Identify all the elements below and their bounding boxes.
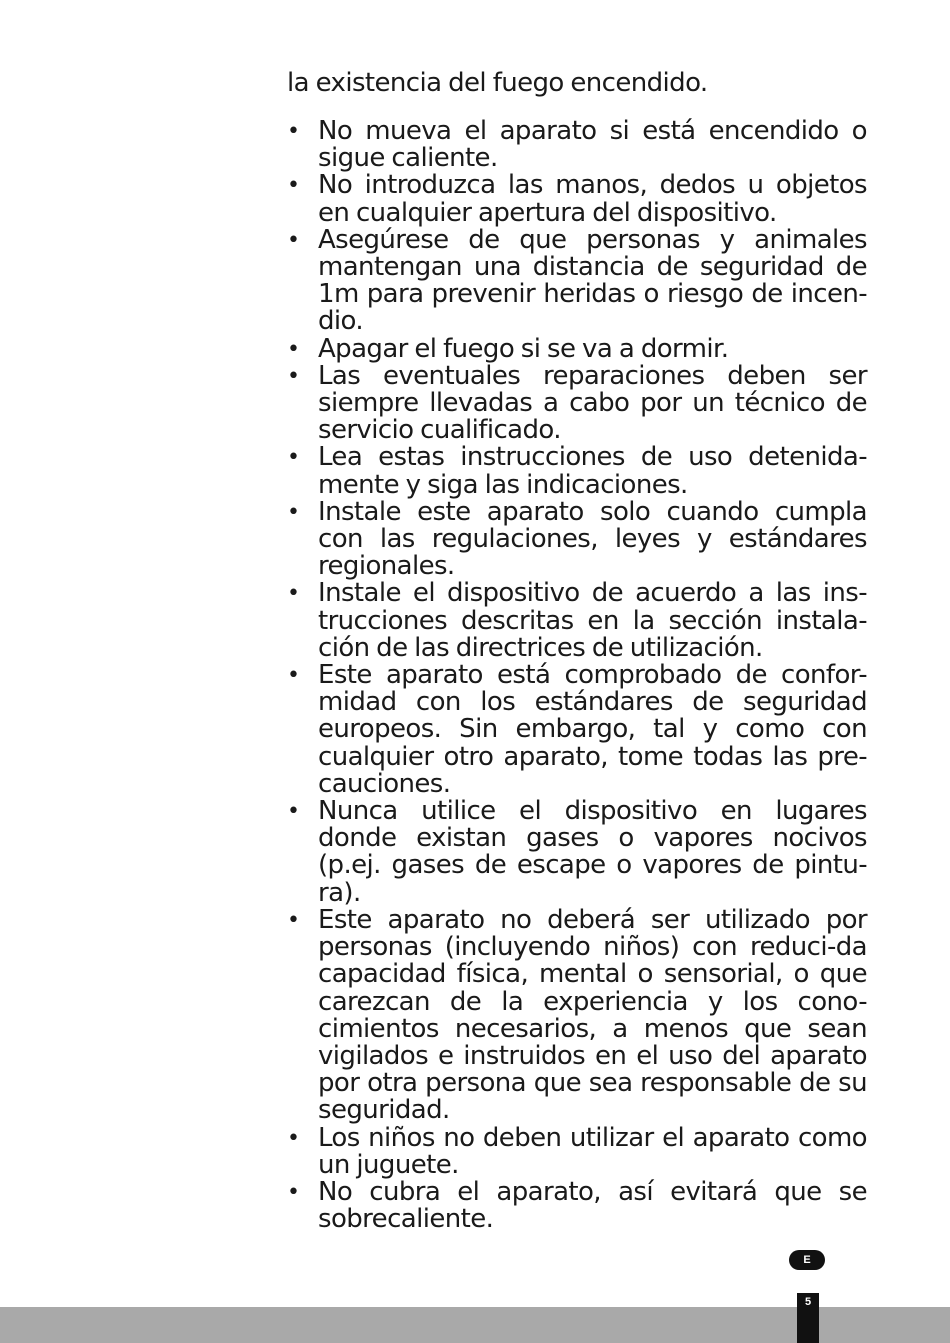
bullet-text: Este aparato no deberá ser utilizado por personas (incluyendo niños) con reduci-da capacidad física, mental o sensorial, o que carezcan de la experiencia y los cono-cimientos necesarios, a menos que sean vigilados e instruidos en el uso del aparato por otra persona que sea responsable de su seguridad. [318, 904, 867, 1126]
bullet-item [287, 224, 867, 337]
bullet-item [287, 333, 867, 364]
bullet-icon: • [287, 173, 300, 199]
intro-paragraph: la existencia del fuego encendido. [287, 68, 708, 98]
bullet-icon: • [287, 581, 300, 607]
bullet-item [287, 444, 867, 498]
bullet-text: Nunca utilice el dispositivo en lugares donde existan gases o vapores nocivos (p.ej. gases de escape o vapores de pintu-ra). [318, 796, 867, 908]
bullet-text: Instale este aparato solo cuando cumpla con las regulaciones, leyes y estándares regionales. [318, 496, 867, 582]
bullet-text: Lea estas instrucciones de uso detenida-mente y siga las indicaciones. [318, 442, 867, 500]
bullet-icon: • [287, 1125, 300, 1151]
bullet-text: Apagar el fuego si se va a dormir. [318, 333, 729, 364]
bullet-text: Los niños no deben utilizar el aparato como un juguete. [318, 1122, 867, 1180]
safety-bullet-list [287, 118, 867, 1233]
bullet-text: No cubra el aparato, así evitará que se sobrecaliente. [318, 1176, 867, 1235]
bullet-icon: • [287, 907, 300, 933]
bullet-item [287, 798, 867, 907]
bullet-item [287, 904, 867, 1126]
bullet-text: No introduzca las manos, dedos u objetos en cualquier apertura del dispositivo. [318, 170, 867, 228]
bullet-item [287, 662, 867, 798]
bullet-icon: • [287, 363, 300, 389]
bullet-text: Asegúrese de que personas y animales mantengan una distancia de seguridad de 1m para prevenir heridas o riesgo de incen-dio. [318, 224, 867, 337]
bullet-item [287, 496, 867, 582]
page-number: 5 [797, 1293, 819, 1343]
page-content [287, 68, 867, 1233]
bullet-item [287, 1176, 867, 1235]
bullet-item [287, 360, 867, 446]
bullet-icon: • [287, 1179, 300, 1205]
bullet-text: Instale el dispositivo de acuerdo a las ins-trucciones descritas en la sección instala-ción de las directrices de utilización. [318, 578, 867, 663]
bullet-icon: • [287, 499, 300, 525]
bullet-item [287, 580, 867, 662]
bullet-item [287, 1122, 867, 1180]
bullet-text: Las eventuales reparaciones deben ser siempre llevadas a cabo por un técnico de servicio cualificado. [318, 360, 867, 446]
bullet-item [287, 172, 867, 226]
bullet-icon: • [287, 336, 300, 362]
bullet-text: No mueva el aparato si está encendido o sigue caliente. [318, 116, 867, 174]
bullet-icon: • [287, 445, 300, 471]
bullet-text: Este aparato está comprobado de confor-midad con los estándares de seguridad europeos. Sin embargo, tal y como con cualquier otro aparato, tome todas las pre-cauciones. [318, 660, 867, 799]
bullet-icon: • [287, 663, 300, 689]
bullet-icon: • [287, 227, 300, 253]
bullet-item [287, 118, 867, 172]
language-badge: E [789, 1250, 825, 1270]
bullet-icon: • [287, 799, 300, 825]
bullet-icon: • [287, 119, 300, 144]
